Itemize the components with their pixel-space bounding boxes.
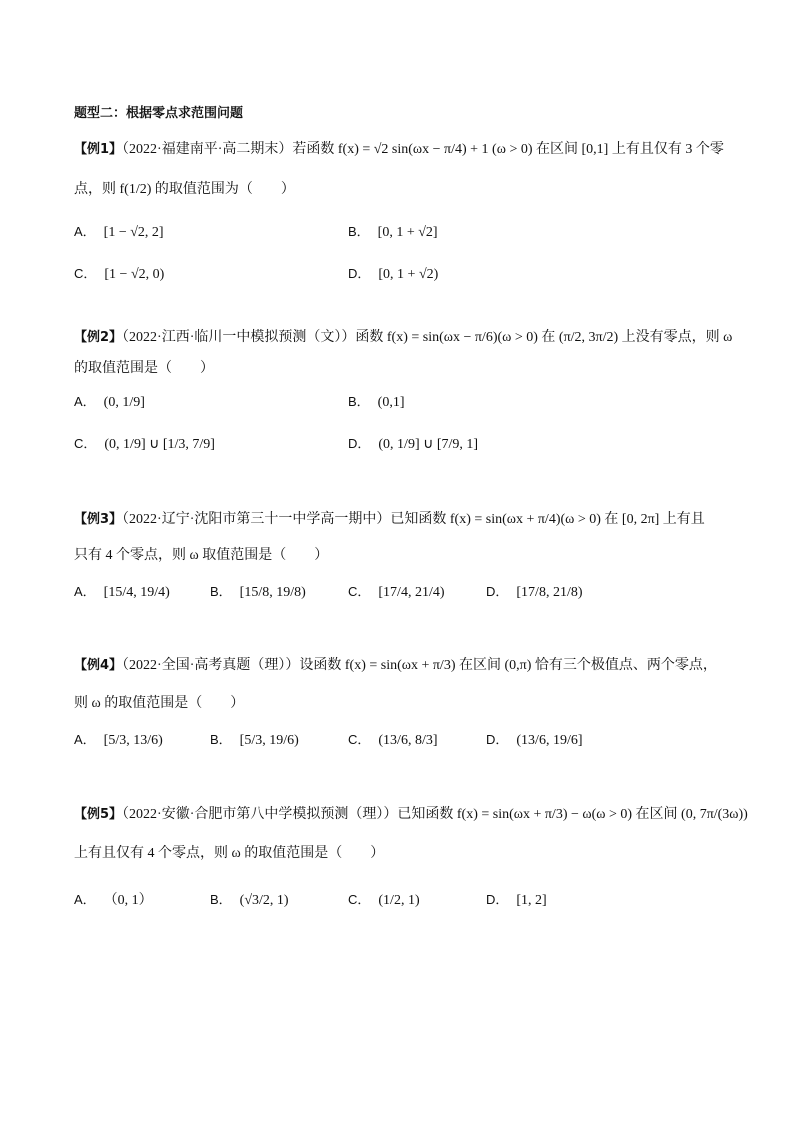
option-label: D．: [348, 436, 371, 451]
problem-1-option-d: [348, 264, 438, 285]
problem-4-text-2: 则 ω 的取值范围是（ ）: [74, 696, 245, 711]
problem-4-option-a: [74, 730, 163, 751]
option-value: [1, 2]: [516, 893, 547, 908]
problem-2-option-b: [348, 392, 405, 413]
option-value: [17/8, 21/8): [516, 585, 583, 600]
option-label: C．: [348, 892, 371, 907]
problem-2-option-a: [74, 392, 145, 413]
problem-3-line-2: [74, 546, 328, 566]
option-value: （0, 1）: [103, 893, 153, 908]
problem-1-option-a: [74, 222, 164, 243]
problem-2-line-2: [74, 359, 214, 379]
option-label: D．: [348, 266, 371, 281]
option-value: [1 − √2, 0): [104, 267, 165, 282]
problem-5-option-b: [210, 890, 289, 911]
option-label: B．: [348, 224, 370, 239]
problem-5-option-a: [74, 890, 153, 911]
problem-2-option-c: [74, 434, 215, 455]
option-label: C．: [348, 584, 371, 599]
option-value: [0, 1 + √2): [378, 267, 439, 282]
option-label: A．: [74, 584, 96, 599]
problem-3-option-b: [210, 582, 306, 603]
option-value: [17/4, 21/4): [378, 585, 445, 600]
option-value: (1/2, 1): [378, 893, 420, 908]
problem-5-line-1: [74, 805, 748, 825]
option-label: D．: [486, 892, 509, 907]
problem-1-line-2: [74, 180, 295, 200]
section-title: 题型二：根据零点求范围问题: [74, 106, 244, 121]
problem-1-option-b: [348, 222, 438, 243]
option-value: (13/6, 19/6]: [516, 733, 583, 748]
problem-1-text-1: （2022·福建南平·高二期末）若函数 f(x) = √2 sin(ωx − π/4) + 1 (ω > 0) 在区间 [0,1] 上有且仅有 3 个零: [122, 142, 724, 157]
problem-4-line-2: [74, 694, 244, 714]
option-value: [0, 1 + √2]: [377, 225, 438, 240]
option-label: A．: [74, 394, 96, 409]
problem-3-line-1: [74, 510, 705, 530]
option-value: (0, 1/9] ∪ [1/3, 7/9]: [104, 437, 215, 452]
option-value: (0, 1/9] ∪ [7/9, 1]: [378, 437, 479, 452]
option-label: C．: [74, 266, 97, 281]
option-value: (√3/2, 1): [239, 893, 289, 908]
option-value: [15/4, 19/4): [103, 585, 170, 600]
problem-5-text-1: （2022·安徽·合肥市第八中学模拟预测（理））已知函数 f(x) = sin(ωx + π/3) − ω(ω > 0) 在区间 (0, 7π/(3ω)): [122, 807, 748, 822]
option-value: (13/6, 8/3]: [378, 733, 438, 748]
problem-4-option-b: [210, 730, 299, 751]
problem-1-option-c: [74, 264, 164, 285]
option-label: B．: [210, 584, 232, 599]
problem-2-text-1: （2022·江西·临川一中模拟预测（文））函数 f(x) = sin(ωx − π/6)(ω > 0) 在 (π/2, 3π/2) 上没有零点，则 ω: [122, 330, 733, 345]
problem-4-option-c: [348, 730, 438, 751]
problem-5-line-2: [74, 844, 384, 864]
problem-3-option-a: [74, 582, 170, 603]
option-label: B．: [348, 394, 370, 409]
option-label: B．: [210, 892, 232, 907]
problem-3-option-d: [486, 582, 583, 603]
problem-1-label: 【例1】: [74, 142, 123, 157]
option-value: [5/3, 13/6): [103, 733, 163, 748]
option-label: A．: [74, 892, 96, 907]
option-label: D．: [486, 732, 509, 747]
problem-3-text-1: （2022·辽宁·沈阳市第三十一中学高一期中）已知函数 f(x) = sin(ωx + π/4)(ω > 0) 在 [0, 2π] 上有且: [122, 512, 705, 527]
problem-2-option-d: [348, 434, 478, 455]
problem-2-text-2: 的取值范围是（ ）: [74, 361, 214, 376]
option-label: A．: [74, 224, 96, 239]
problem-4-line-1: [74, 656, 717, 676]
problem-2-label: 【例2】: [74, 330, 123, 345]
problem-5-option-d: [486, 890, 547, 911]
problem-4-label: 【例4】: [74, 658, 123, 673]
option-value: [15/8, 19/8): [239, 585, 306, 600]
option-label: C．: [348, 732, 371, 747]
option-label: B．: [210, 732, 232, 747]
problem-5-text-2: 上有且仅有 4 个零点，则 ω 的取值范围是（ ）: [74, 846, 385, 861]
problem-1-text-2: 点，则 f(1/2) 的取值范围为（ ）: [74, 182, 295, 197]
problem-5-option-c: [348, 890, 420, 911]
problem-3-label: 【例3】: [74, 512, 123, 527]
problem-3-text-2: 只有 4 个零点，则 ω 取值范围是（ ）: [74, 548, 329, 563]
option-value: (0, 1/9]: [103, 395, 145, 410]
problem-4-text-1: （2022·全国·高考真题（理））设函数 f(x) = sin(ωx + π/3) 在区间 (0,π) 恰有三个极值点、两个零点，: [122, 658, 717, 673]
option-label: C．: [74, 436, 97, 451]
option-label: D．: [486, 584, 509, 599]
problem-2-line-1: [74, 328, 732, 348]
problem-4-option-d: [486, 730, 583, 751]
option-value: (0,1]: [377, 395, 405, 410]
problem-5-label: 【例5】: [74, 807, 123, 822]
option-label: A．: [74, 732, 96, 747]
option-value: [5/3, 19/6): [239, 733, 299, 748]
option-value: [1 − √2, 2]: [103, 225, 164, 240]
problem-1-line-1: [74, 140, 724, 160]
problem-3-option-c: [348, 582, 445, 603]
